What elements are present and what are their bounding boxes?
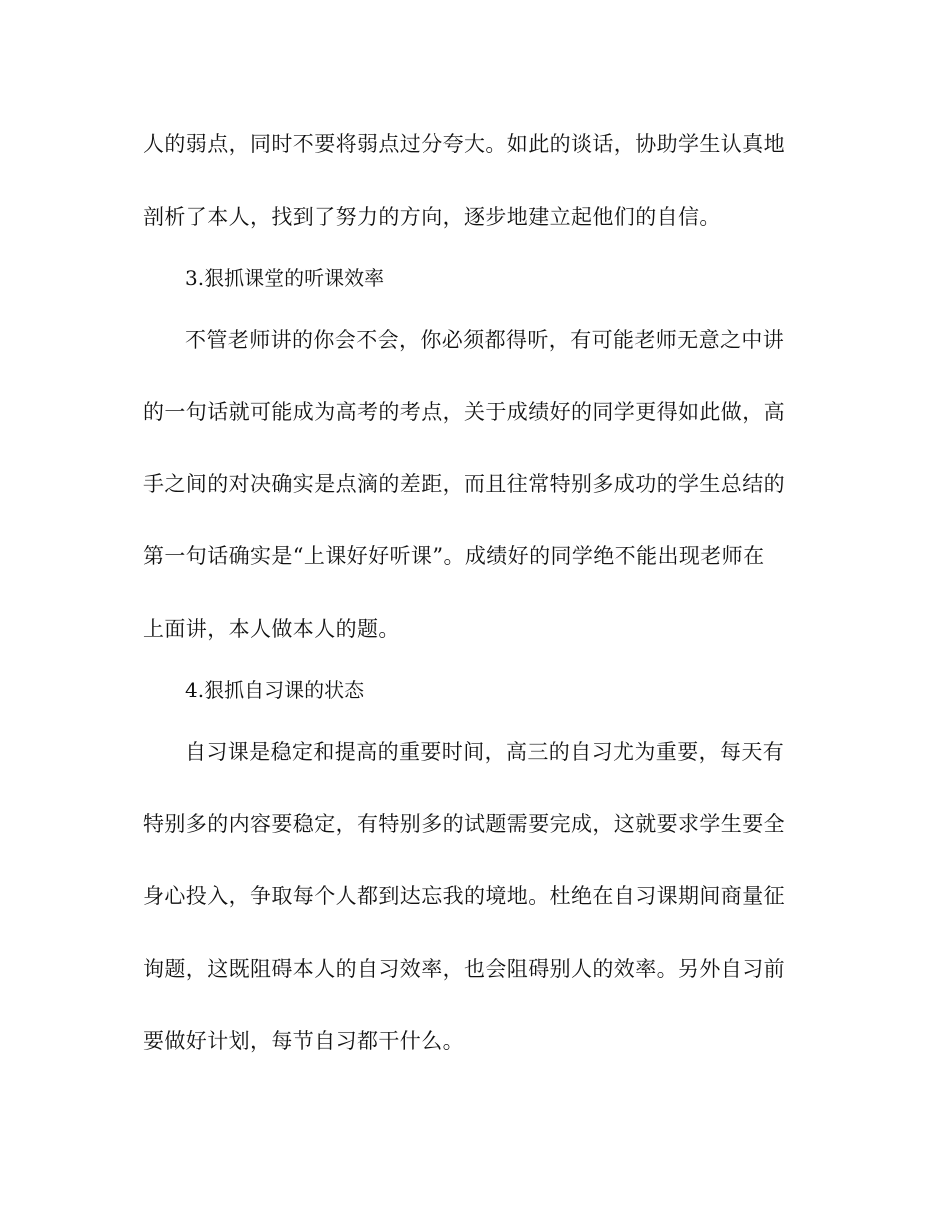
paragraph-line: 的一句话就可能成为高考的考点，关于成绩好的同学更得如此做，高 (143, 400, 785, 424)
paragraph-line: 剖析了本人，找到了努力的方向，逐步地建立起他们的自信。 (143, 205, 721, 229)
paragraph-line: 身心投入，争取每个人都到达忘我的境地。杜绝在自习课期间商量征 (143, 884, 785, 908)
paragraph-line: 要做好计划，每节自习都干什么。 (143, 1029, 464, 1053)
paragraph-line: 手之间的对决确实是点滴的差距，而且往常特别多成功的学生总结的 (143, 472, 785, 496)
paragraph-line: 第一句话确实是“上课好好听课”。成绩好的同学绝不能出现老师在 (143, 544, 765, 568)
paragraph-line: 人的弱点，同时不要将弱点过分夸大。如此的谈话，协助学生认真地 (143, 132, 785, 156)
paragraph-line: 特别多的内容要稳定，有特别多的试题需要完成，这就要求学生要全 (143, 812, 785, 836)
paragraph-line: 上面讲，本人做本人的题。 (143, 617, 400, 641)
paragraph-line: 自习课是稳定和提高的重要时间，高三的自习尤为重要，每天有 (185, 740, 785, 764)
section-heading: 4.狠抓自习课的状态 (185, 678, 365, 702)
paragraph-line: 不管老师讲的你会不会，你必须都得听，有可能老师无意之中讲 (185, 328, 785, 352)
paragraph-line: 询题，这既阻碍本人的自习效率，也会阻碍别人的效率。另外自习前 (143, 957, 785, 981)
section-heading: 3.狠抓课堂的听课效率 (185, 266, 385, 290)
